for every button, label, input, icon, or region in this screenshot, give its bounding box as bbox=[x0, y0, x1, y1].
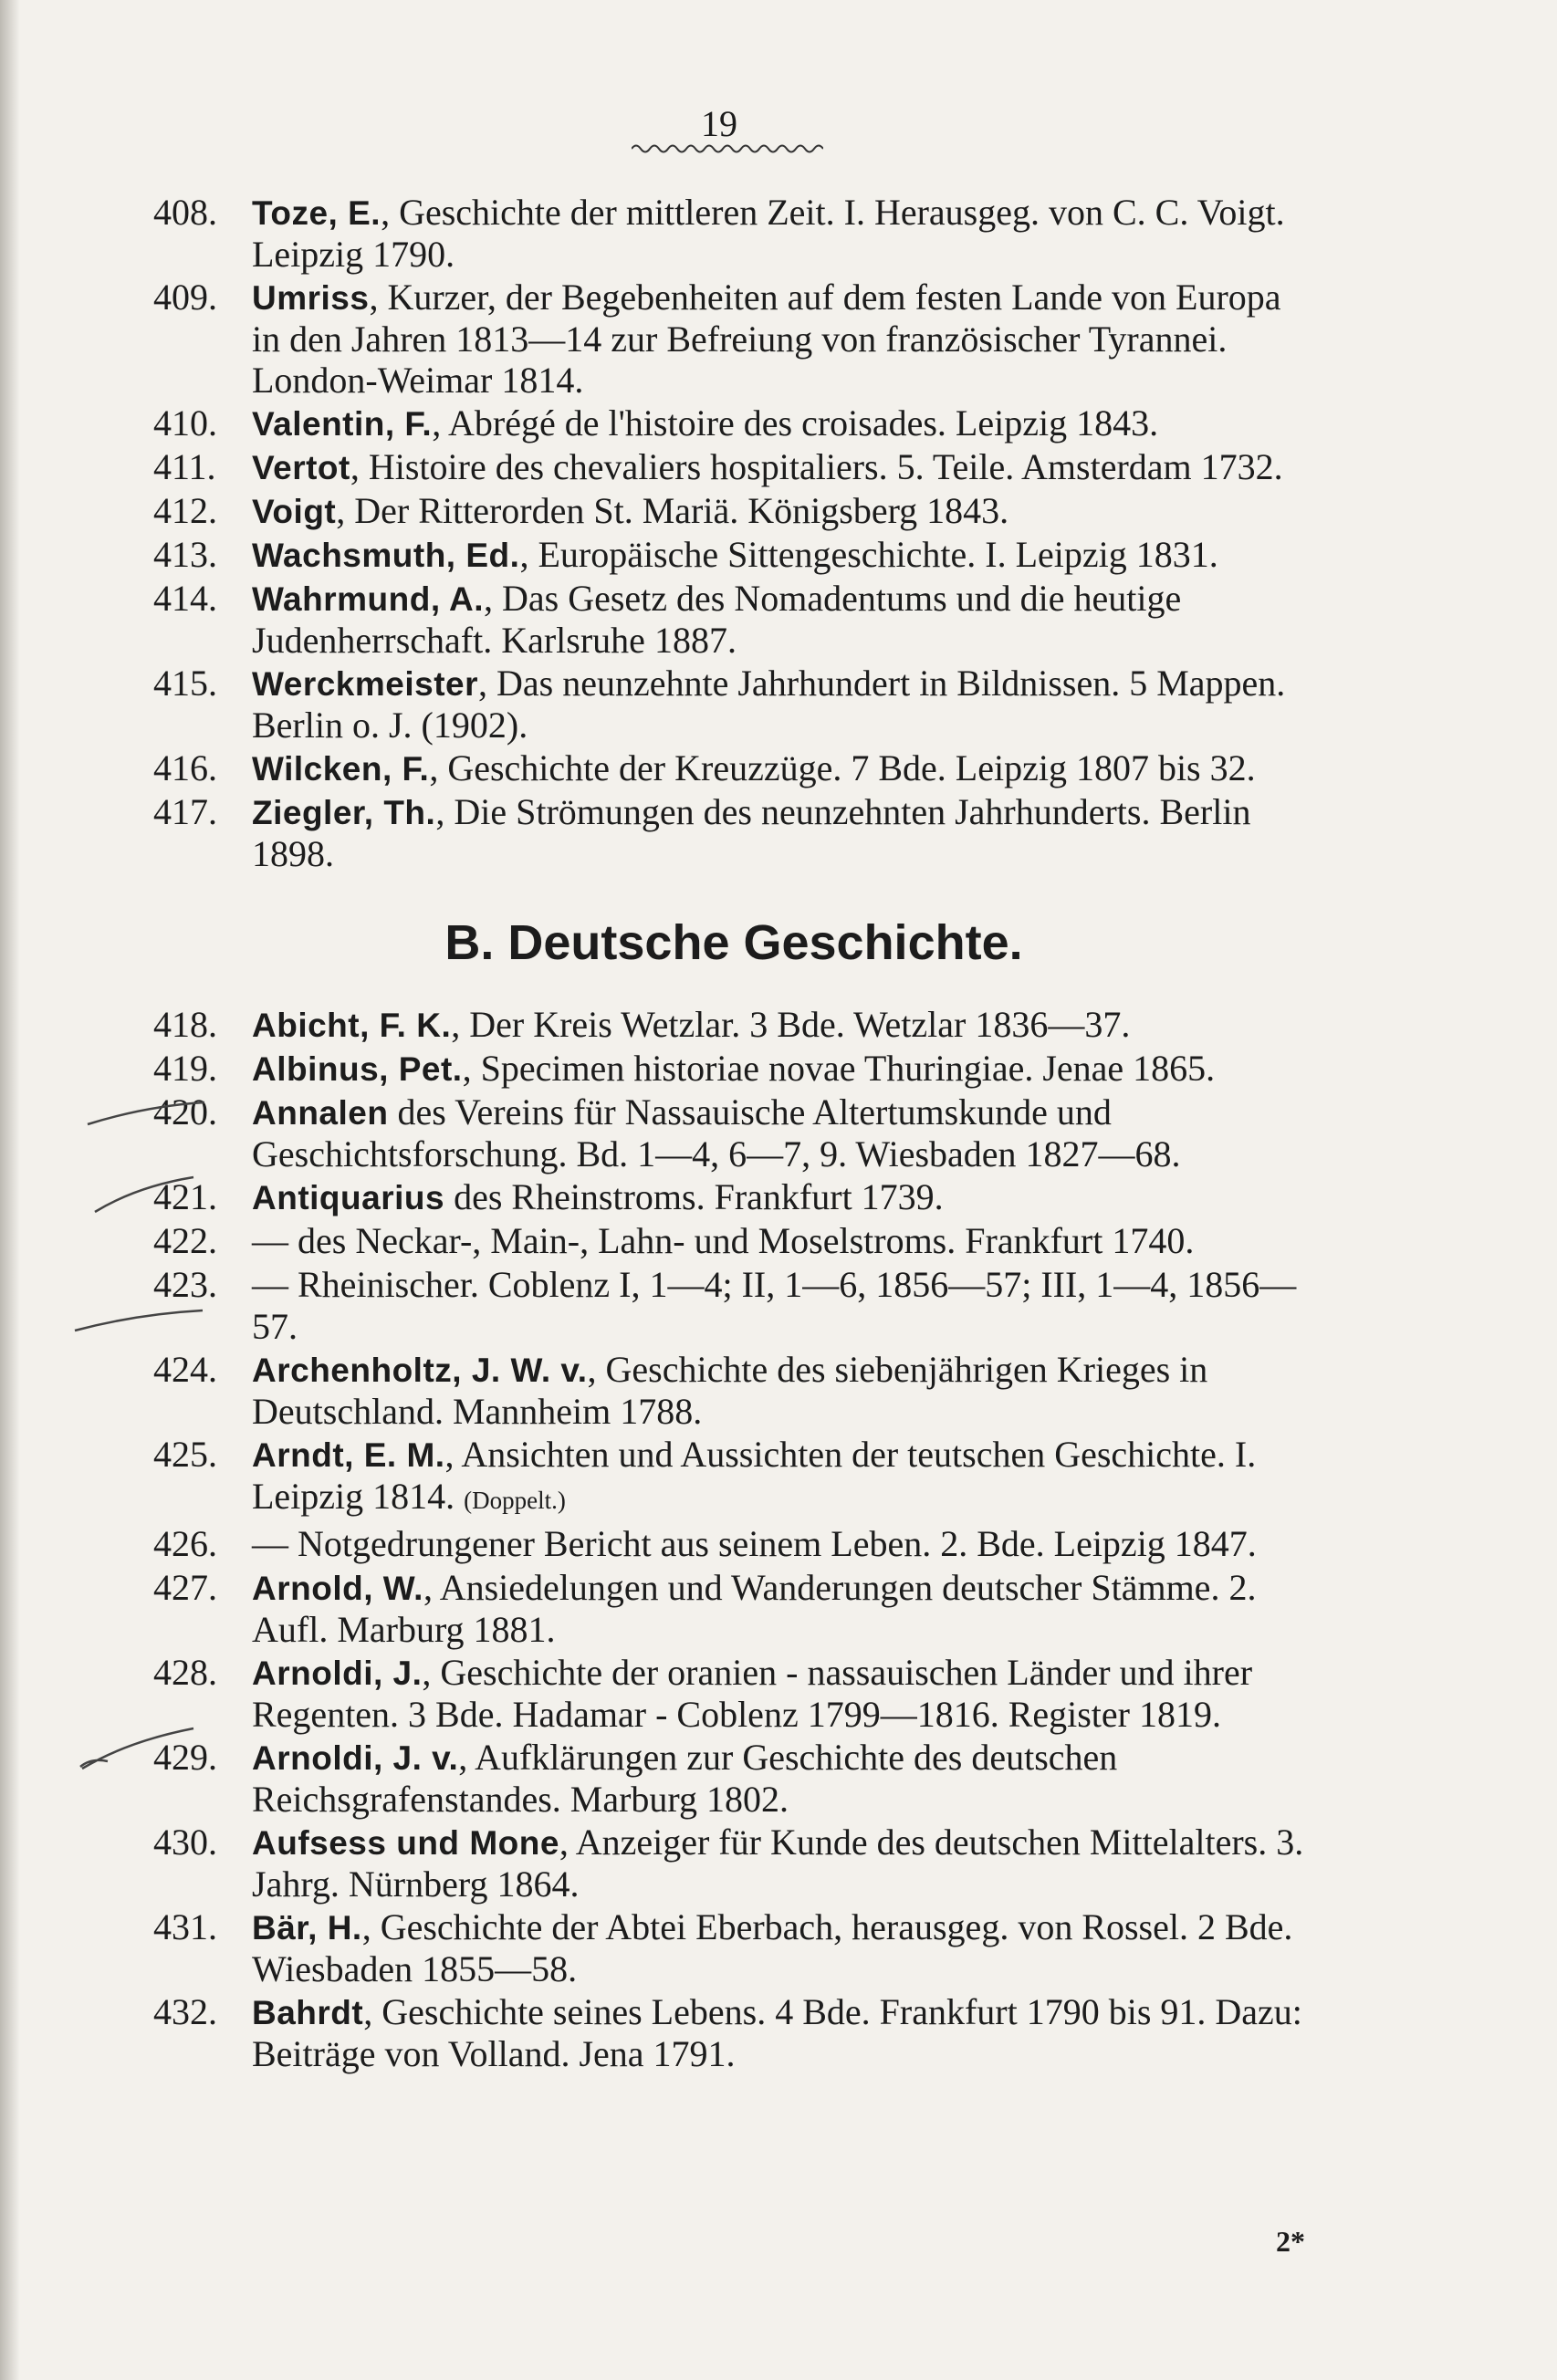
section-heading: B. Deutsche Geschichte. bbox=[444, 915, 1023, 970]
catalog-entry: 411. Vertot, Histoire des chevaliers hospitaliers. 5. Teile. Amsterdam 1732. bbox=[153, 446, 1283, 487]
signature-mark: 2* bbox=[1276, 2225, 1305, 2258]
catalog-entry: 410. Valentin, F., Abrégé de l'histoire des croisades. Leipzig 1843. bbox=[153, 402, 1159, 444]
catalog-entry: 423. — Rheinischer. Coblenz I, 1—4; II, 1—6, 1856—57; III, 1—4, 1856—57. bbox=[153, 1264, 1297, 1347]
page-number: 19 bbox=[701, 103, 737, 144]
wavy-ornament-icon bbox=[632, 142, 823, 155]
catalog-entry: 432. Bahrdt, Geschichte seines Lebens. 4 Bde. Frankfurt 1790 bis 91. Dazu: Beiträge von Volland. Jena 1791. bbox=[153, 1991, 1302, 2074]
catalog-entry: 422. — des Neckar-, Main-, Lahn- und Moselstroms. Frankfurt 1740. bbox=[153, 1220, 1195, 1261]
catalog-entry: 418. Abicht, F. K., Der Kreis Wetzlar. 3 Bde. Wetzlar 1836—37. bbox=[153, 1004, 1131, 1045]
catalog-entry: 427. Arnold, W., Ansiedelungen und Wanderungen deutscher Stämme. 2. Aufl. Marburg 1881. bbox=[153, 1567, 1257, 1650]
catalog-entry: 414. Wahrmund, A., Das Gesetz des Nomadentums und die heutige Judenherrschaft. Karlsruhe 1887. bbox=[153, 578, 1182, 661]
catalog-entry: 408. Toze, E., Geschichte der mittleren Zeit. I. Herausgeg. von C. C. Voigt. Leipzig 1790. bbox=[153, 192, 1285, 275]
catalog-entry: 429. Arnoldi, J. v., Aufklärungen zur Geschichte des deutschen Reichsgrafenstandes. Marburg 1802. bbox=[153, 1737, 1118, 1820]
catalog-entry: 415. Werckmeister, Das neunzehnte Jahrhundert in Bildnissen. 5 Mappen. Berlin o. J. (1902). bbox=[153, 663, 1286, 746]
catalog-entry: 424. Archenholtz, J. W. v., Geschichte des siebenjährigen Krieges in Deutschland. Mannheim 1788. bbox=[153, 1349, 1208, 1432]
catalog-entry: 419. Albinus, Pet., Specimen historiae novae Thuringiae. Jenae 1865. bbox=[153, 1048, 1216, 1089]
catalog-entry: 431. Bär, H., Geschichte der Abtei Eberbach, herausgeg. von Rossel. 2 Bde. Wiesbaden 1855—58. bbox=[153, 1906, 1293, 1989]
catalog-entries bbox=[153, 192, 1314, 2076]
catalog-entry: 412. Voigt, Der Ritterorden St. Mariä. Königsberg 1843. bbox=[153, 490, 1009, 531]
catalog-entry: 428. Arnoldi, J., Geschichte der oranien - nassauischen Länder und ihrer Regenten. 3 Bde. Hadamar - Coblenz 1799—1816. Register 1819. bbox=[153, 1652, 1253, 1735]
catalog-entry: 430. Aufsess und Mone, Anzeiger für Kunde des deutschen Mittelalters. 3. Jahrg. Nürnberg 1864. bbox=[153, 1822, 1304, 1905]
catalog-entry: 417. Ziegler, Th., Die Strömungen des neunzehnten Jahrhunderts. Berlin 1898. bbox=[153, 791, 1251, 874]
catalog-entry: 413. Wachsmuth, Ed., Europäische Sittengeschichte. I. Leipzig 1831. bbox=[153, 534, 1218, 575]
catalog-entry: 426. — Notgedrungener Bericht aus seinem Leben. 2. Bde. Leipzig 1847. bbox=[153, 1523, 1257, 1564]
catalog-entry: 409. Umriss, Kurzer, der Begebenheiten auf dem festen Lande von Europa in den Jahren 1813—14 zur Befreiung von französischer Tyrannei. London-Weimar 1814. bbox=[153, 277, 1281, 401]
catalog-entry: 421. Antiquarius des Rheinstroms. Frankfurt 1739. bbox=[153, 1176, 944, 1217]
catalog-entry: 425. Arndt, E. M., Ansichten und Aussichten der teutschen Geschichte. I. Leipzig 1814. (Doppelt.) bbox=[153, 1434, 1257, 1517]
page-edge-shadow bbox=[0, 0, 20, 2380]
catalog-entry: 416. Wilcken, F., Geschichte der Kreuzzüge. 7 Bde. Leipzig 1807 bis 32. bbox=[153, 747, 1256, 788]
entry-note: (Doppelt.) bbox=[464, 1487, 566, 1514]
catalog-entry: 420. Annalen des Vereins für Nassauische Altertumskunde und Geschichtsforschung. Bd. 1—4, 6—7, 9. Wiesbaden 1827—68. bbox=[153, 1091, 1181, 1174]
